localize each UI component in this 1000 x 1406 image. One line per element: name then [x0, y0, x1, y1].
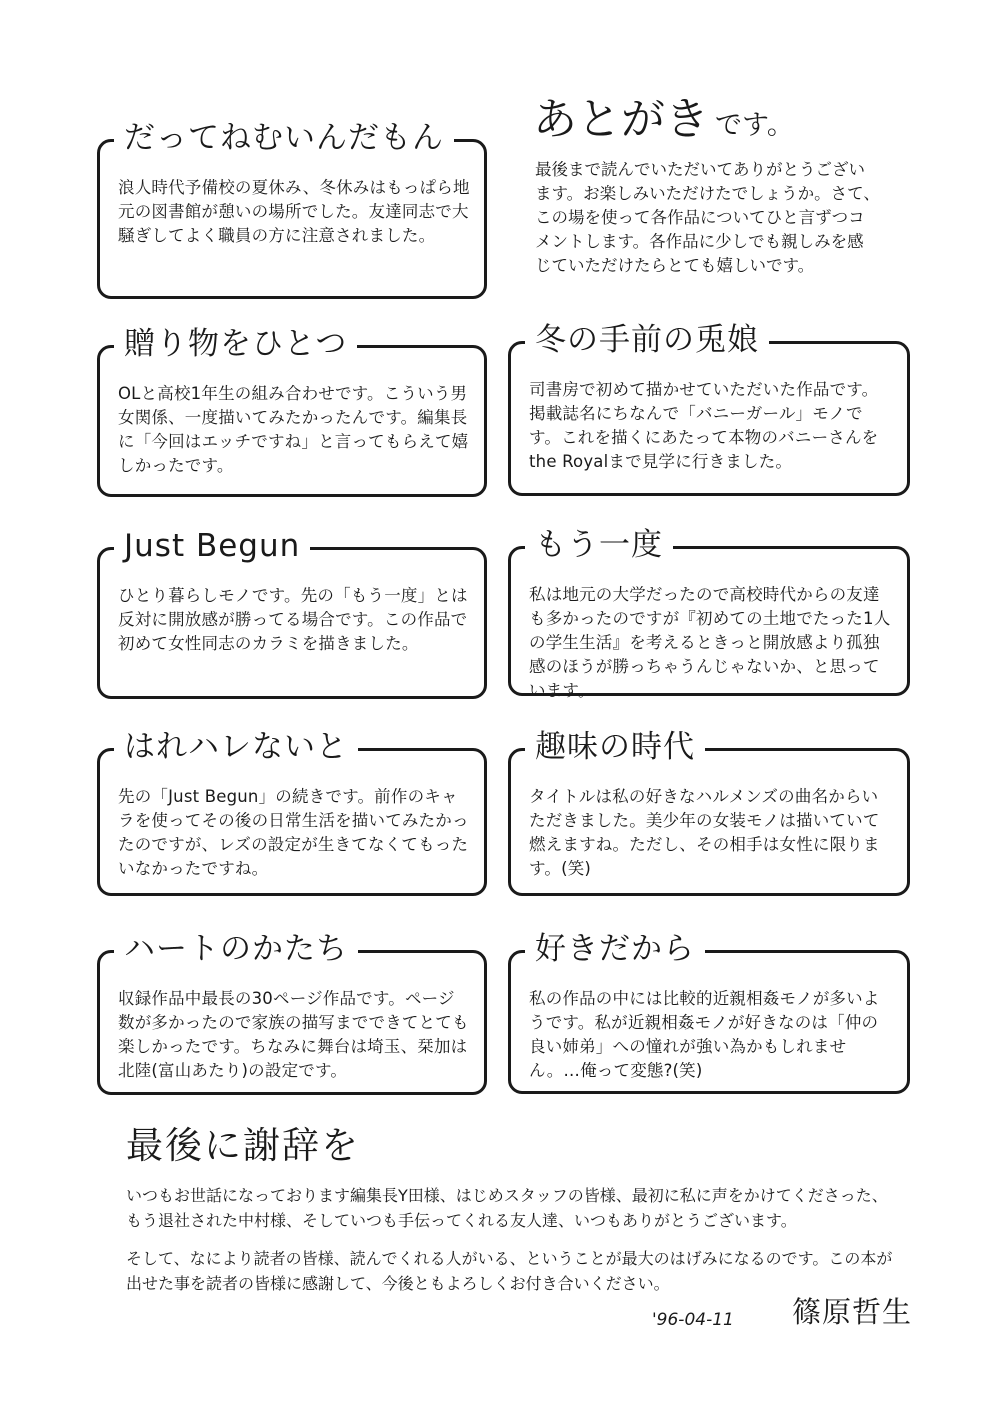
author-signature: 篠原哲生 [792, 1295, 913, 1329]
date: '96-04-11 [652, 1310, 734, 1330]
work-box-okurimono [97, 326, 487, 497]
work-comment: 私の作品の中には比較的近親相姦モノが多いようです。私が近親相姦モノが好きなのは「仲の良い姉弟」への憧れが強い為かもしれません。…俺って変態?(笑) [529, 989, 880, 1080]
thanks-paragraph: そして、なにより読者の皆様、読んでくれる人がいる、ということが最大のはげみになるのです。この本が出せた事を読者の皆様に感謝して、今後ともよろしくお付き合いください。 [126, 1249, 893, 1293]
work-box-hare-hare [97, 729, 487, 896]
work-title: ハートのかたち [114, 927, 358, 971]
afterword-heading [533, 90, 794, 156]
work-title: だってねむいんだもん [114, 116, 454, 160]
afterword-intro-text: 最後まで読んでいただいてありがとうございます。お楽しみいただけたでしょうか。さて、この場を使って各作品についてひと言ずつコメントします。各作品に少しでも親しみを感じていただけたらとても嬉しいです。 [535, 160, 880, 275]
work-title: もう一度 [525, 523, 673, 567]
work-box-shumi-no-jidai [508, 729, 910, 896]
work-box-just-begun [97, 528, 487, 699]
work-title: 冬の手前の兎娘 [525, 318, 769, 362]
afterword-title-suffix: です。 [715, 110, 794, 141]
work-box-fuyu-no-temae [508, 322, 910, 496]
work-title: はれハレないと [114, 725, 358, 769]
work-title: Just Begun [114, 524, 310, 568]
work-comment: 浪人時代予備校の夏休み、冬休みはもっぱら地元の図書館が憩いの場所でした。友達同志で大騒ぎしてよく職員の方に注意されました。 [118, 178, 470, 245]
work-comment: 私は地元の大学だったので高校時代からの友達も多かったのですが『初めての土地でたった1人の学生生活』を考えるときっと開放感より孤独感のほうが勝っちゃうんじゃないか、と思っています。 [529, 585, 891, 700]
work-comment: 収録作品中最長の30ページ作品です。ページ数が多かったので家族の描写までできてとても楽しかったです。ちなみに舞台は埼玉、栞加は北陸(富山あたり)の設定です。 [118, 989, 469, 1080]
work-box-suki-dakara [508, 931, 910, 1094]
work-title: 趣味の時代 [525, 725, 705, 769]
work-box-mou-ichido [508, 527, 910, 700]
work-comment: タイトルは私の好きなハルメンズの曲名からいただきました。美少年の女装モノは描いていて燃えますね。ただし、その相手は女性に限ります。(笑) [529, 787, 880, 878]
work-title: 贈り物をひとつ [114, 322, 357, 366]
work-box-heart-no-katachi [97, 931, 487, 1095]
work-title: 好きだから [525, 927, 705, 971]
thanks-heading: 最後に謝辞を [126, 1124, 360, 1167]
afterword-title: あとがき [533, 94, 709, 145]
work-comment: 司書房で初めて描かせていただいた作品です。掲載誌名にちなんで「バニーガール」モノです。これを描くにあたって本物のバニーさんをthe Royalまで見学に行きました。 [529, 380, 879, 471]
work-comment: 先の「Just Begun」の続きです。前作のキャラを使ってその後の日常生活を描いてみたかったのですが、レズの設定が生きてなくてもったいなかったですね。 [118, 787, 469, 878]
work-comment: OLと高校1年生の組み合わせです。こういう男女関係、一度描いてみたかったんです。編集長に「今回はエッチですね」と言ってもらえて嬉しかったです。 [118, 384, 469, 475]
work-comment: ひとり暮らしモノです。先の「もう一度」とは反対に開放感が勝ってる場合です。この作品で初めて女性同志のカラミを描きました。 [118, 586, 468, 653]
thanks-paragraph: いつもお世話になっております編集長Y田様、はじめスタッフの皆様、最初に私に声をかけてくださった、もう退社された中村様、そしていつも手伝ってくれる友人達、いつもありがとうございます。 [126, 1186, 888, 1230]
work-box-datte-nemui [97, 120, 487, 299]
